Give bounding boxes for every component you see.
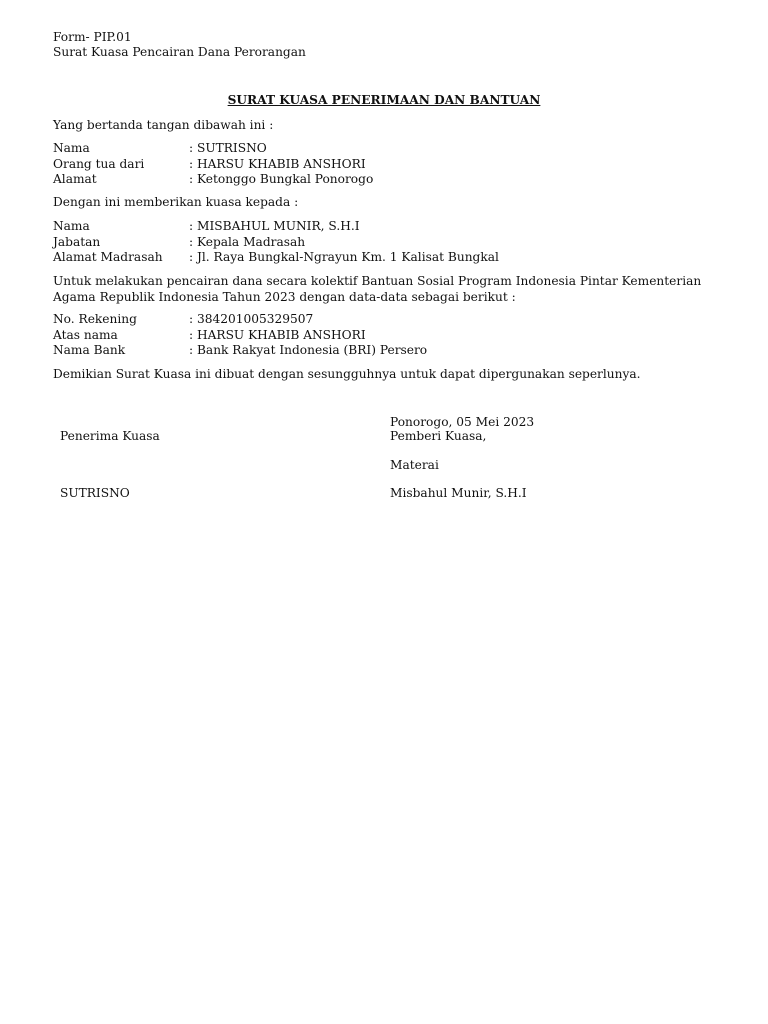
giver-address-row [53, 172, 733, 188]
field-value: : Jl. Raya Bungkal-Ngrayun Km. 1 Kalisat Bungkal [189, 250, 499, 264]
giver-intro: Yang bertanda tangan dibawah ini : [53, 118, 274, 132]
field-value: : Ketonggo Bungkal Ponorogo [189, 172, 374, 186]
field-label: Alamat [53, 172, 97, 186]
form-subtitle: Surat Kuasa Pencairan Dana Perorangan [53, 45, 306, 59]
giver-signature-name: Misbahul Munir, S.H.I [390, 486, 527, 500]
form-code: Form- PIP.01 [53, 30, 132, 44]
place-date: Ponorogo, 05 Mei 2023 [390, 415, 535, 429]
receiver-intro: Dengan ini memberikan kuasa kepada : [53, 195, 299, 209]
giver-parent-row [53, 157, 733, 173]
receiver-address-row [53, 250, 733, 266]
field-label: Nama Bank [53, 343, 126, 357]
field-value: : SUTRISNO [189, 141, 267, 155]
field-label: No. Rekening [53, 312, 137, 326]
receiver-name-row [53, 219, 733, 235]
field-label: Alamat Madrasah [53, 250, 163, 264]
account-number-row [53, 312, 733, 328]
bank-name-row [53, 343, 733, 359]
field-value: : Kepala Madrasah [189, 234, 306, 249]
field-value: : HARSU KHABIB ANSHORI [189, 327, 366, 342]
closing-statement: Demikian Surat Kuasa ini dibuat dengan sesungguhnya untuk dapat dipergunakan seperlunya. [53, 367, 641, 381]
field-label: Nama [53, 141, 90, 155]
field-value: : 384201005329507 [189, 312, 314, 326]
document-title: SURAT KUASA PENERIMAAN DAN BANTUAN [227, 93, 541, 107]
field-label: Jabatan [53, 234, 101, 249]
field-value: : Bank Rakyat Indonesia (BRI) Persero [189, 343, 428, 357]
field-label: Orang tua dari [53, 156, 145, 171]
receiver-signature-name: SUTRISNO [60, 486, 130, 500]
receiver-signature-label: Penerima Kuasa [60, 429, 160, 443]
field-label: Nama [53, 219, 90, 233]
account-holder-row [53, 328, 733, 344]
giver-signature-label: Pemberi Kuasa, [390, 429, 487, 443]
field-label: Atas nama [53, 327, 118, 342]
giver-details [53, 141, 733, 188]
stamp-placeholder: Materai [390, 458, 439, 472]
purpose-paragraph: Untuk melakukan pencairan dana secara kolektif Bantuan Sosial Program Indonesia Pintar Kementerian Agama Republik Indonesia Tahun 2023 dengan data-data sebagai berikut : [53, 274, 702, 304]
field-value: : MISBAHUL MUNIR, S.H.I [189, 219, 360, 233]
field-value: : HARSU KHABIB ANSHORI [189, 156, 366, 171]
receiver-position-row [53, 235, 733, 251]
receiver-details [53, 219, 733, 266]
giver-name-row [53, 141, 733, 157]
bank-details [53, 312, 733, 359]
